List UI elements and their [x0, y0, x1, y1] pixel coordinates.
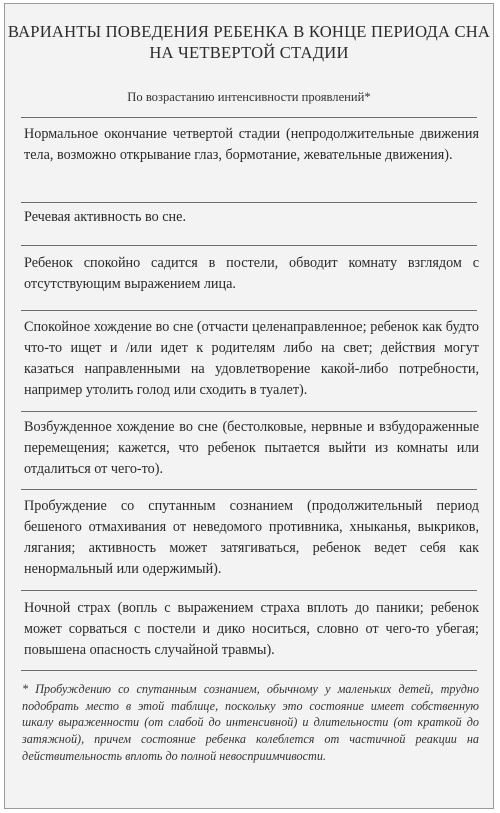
- divider: [21, 245, 477, 246]
- divider: [21, 590, 477, 591]
- divider: [21, 117, 477, 118]
- list-item: Речевая активность во сне.: [24, 209, 186, 225]
- footnote: * Пробуждению со спутанным сознанием, обычному у маленьких детей, трудно подобрать место в этой таблице, поскольку это состояние имеет собственную шкалу выраженности (от слабой до интенсивной) и длительности (от краткой до затяжной), причем состояние ребенка колеблется от частичной реакции на действительность вплоть до полной невосприимчивости.: [22, 682, 479, 763]
- list-item: Пробуждение со спутанным сознанием (продолжительный период бешеного отмахивания от неведомого противника, хныканья, выкриков, лягания; активность может затягиваться, ребенок ведет себя как ненормальный или одержимый).: [24, 498, 479, 577]
- list-item: Возбужденное хождение во сне (бестолковые, нервные и взбудораженные перемещения; кажется, что ребенок пытается выйти из комнаты или отдалиться от чего-то).: [24, 419, 479, 477]
- divider: [21, 670, 477, 671]
- divider: [21, 310, 477, 311]
- list-item: Ребенок спокойно садится в постели, обводит комнату взглядом с отсутствующим выражением лица.: [24, 255, 479, 292]
- divider: [21, 489, 477, 490]
- list-item: Спокойное хождение во сне (отчасти целенаправленное; ребенок как будто что-то ищет и /или идет к родителям либо на свет; действия могут казаться направленными на удовлетворение какой-либо потребности, например утолить голод или сходить в туалет).: [24, 319, 479, 398]
- table-title: ВАРИАНТЫ ПОВЕДЕНИЯ РЕБЕНКА В КОНЦЕ ПЕРИОДА СНА НА ЧЕТВЕРТОЙ СТАДИИ: [7, 22, 491, 62]
- list-item: Ночной страх (вопль с выражением страха вплоть до паники; ребенок может сорваться с постели и дико носиться, словно от чего-то убегая; повышена опасность случайной травмы).: [24, 600, 479, 658]
- divider: [21, 202, 477, 203]
- table-card: [4, 3, 494, 809]
- table-subtitle: По возрастанию интенсивности проявлений*: [127, 90, 371, 104]
- list-item: Нормальное окончание четвертой стадии (непродолжительные движения тела, возможно открывание глаз, бормотание, жевательные движения).: [24, 126, 479, 163]
- divider: [21, 411, 477, 412]
